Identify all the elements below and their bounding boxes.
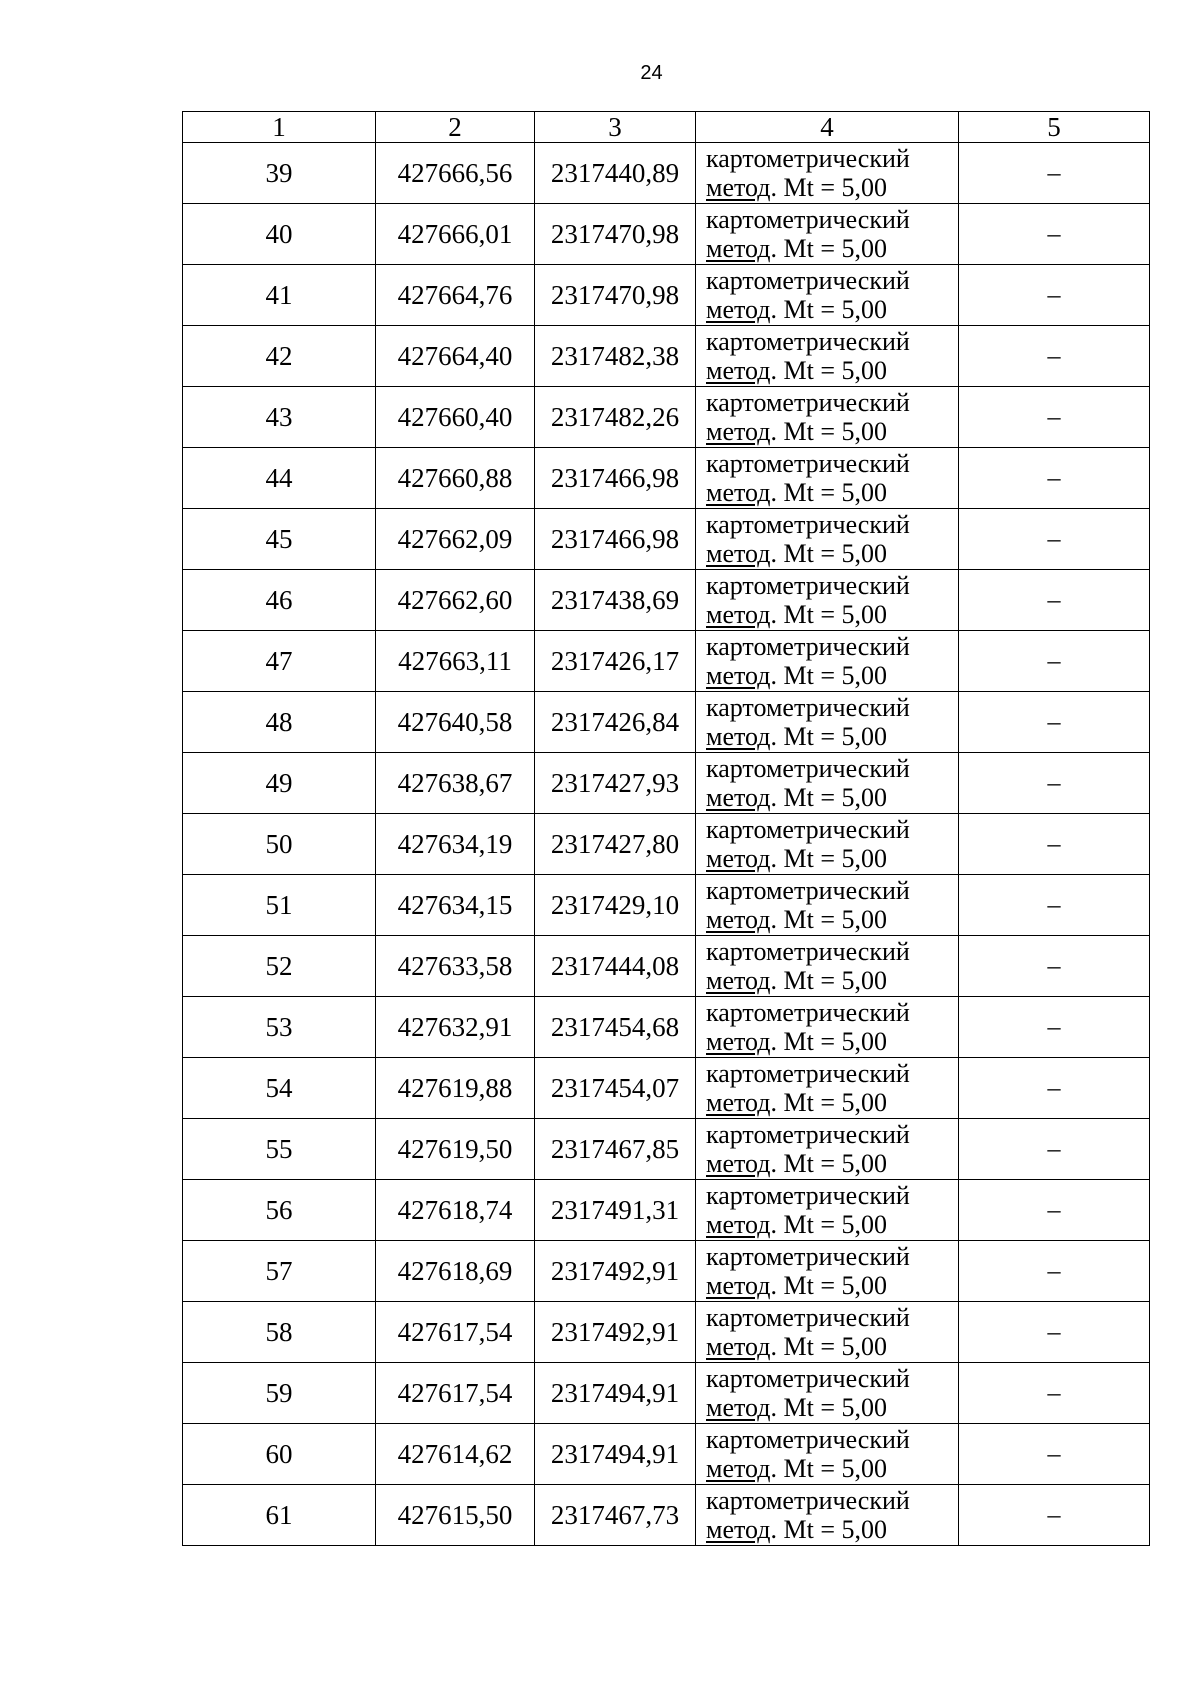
method-label: метод (706, 1393, 771, 1422)
method-name-line: картометрический (706, 1364, 910, 1393)
method-cell (696, 692, 959, 753)
table-row (183, 1058, 1150, 1119)
x-coordinate-cell: 427634,15 (376, 875, 535, 936)
method-accuracy-line (706, 722, 958, 751)
table-header-row (183, 112, 1150, 143)
error-cell: – (959, 1424, 1150, 1485)
accuracy-value: . Mt = 5,00 (770, 1332, 888, 1361)
table-row (183, 1302, 1150, 1363)
error-cell: – (959, 143, 1150, 204)
accuracy-value: . Mt = 5,00 (770, 1271, 888, 1300)
y-coordinate-cell: 2317482,38 (535, 326, 696, 387)
y-coordinate-cell: 2317429,10 (535, 875, 696, 936)
method-label: метод (706, 173, 771, 202)
point-number-cell: 59 (183, 1363, 376, 1424)
method-name-line: картометрический (706, 1059, 910, 1088)
y-coordinate-cell: 2317438,69 (535, 570, 696, 631)
y-coordinate-cell: 2317440,89 (535, 143, 696, 204)
method-name-line: картометрический (706, 1242, 910, 1271)
point-number-cell: 45 (183, 509, 376, 570)
point-number-cell: 58 (183, 1302, 376, 1363)
x-coordinate-cell: 427662,09 (376, 509, 535, 570)
y-coordinate-cell: 2317470,98 (535, 265, 696, 326)
point-number-cell: 46 (183, 570, 376, 631)
y-coordinate-cell: 2317494,91 (535, 1363, 696, 1424)
method-accuracy-line (706, 1393, 958, 1422)
method-label: метод (706, 295, 771, 324)
point-number-cell: 47 (183, 631, 376, 692)
method-accuracy-line (706, 966, 958, 995)
method-accuracy-line (706, 600, 958, 629)
point-number-cell: 39 (183, 143, 376, 204)
error-cell: – (959, 1363, 1150, 1424)
method-accuracy-line (706, 1454, 958, 1483)
column-header-4: 4 (696, 112, 959, 143)
method-cell (696, 265, 959, 326)
method-name-line: картометрический (706, 449, 910, 478)
method-cell (696, 631, 959, 692)
point-number-cell: 52 (183, 936, 376, 997)
method-label: метод (706, 905, 771, 934)
accuracy-value: . Mt = 5,00 (770, 1454, 888, 1483)
y-coordinate-cell: 2317444,08 (535, 936, 696, 997)
error-cell: – (959, 997, 1150, 1058)
method-label: метод (706, 1027, 771, 1056)
y-coordinate-cell: 2317482,26 (535, 387, 696, 448)
table-row (183, 570, 1150, 631)
y-coordinate-cell: 2317426,17 (535, 631, 696, 692)
table-row (183, 875, 1150, 936)
method-label: метод (706, 1332, 771, 1361)
accuracy-value: . Mt = 5,00 (770, 661, 888, 690)
accuracy-value: . Mt = 5,00 (770, 1027, 888, 1056)
table-row (183, 1485, 1150, 1546)
method-name-line: картометрический (706, 754, 910, 783)
accuracy-value: . Mt = 5,00 (770, 600, 888, 629)
y-coordinate-cell: 2317470,98 (535, 204, 696, 265)
accuracy-value: . Mt = 5,00 (770, 1515, 888, 1544)
method-name-line: картометрический (706, 205, 910, 234)
method-label: метод (706, 966, 771, 995)
method-accuracy-line (706, 1088, 958, 1117)
x-coordinate-cell: 427633,58 (376, 936, 535, 997)
x-coordinate-cell: 427666,56 (376, 143, 535, 204)
table-row (183, 753, 1150, 814)
method-cell (696, 814, 959, 875)
x-coordinate-cell: 427638,67 (376, 753, 535, 814)
method-cell (696, 1180, 959, 1241)
method-accuracy-line (706, 1515, 958, 1544)
x-coordinate-cell: 427618,69 (376, 1241, 535, 1302)
method-name-line: картометрический (706, 510, 910, 539)
method-accuracy-line (706, 1271, 958, 1300)
method-cell (696, 875, 959, 936)
table-row (183, 1424, 1150, 1485)
point-number-cell: 43 (183, 387, 376, 448)
error-cell: – (959, 1180, 1150, 1241)
method-cell (696, 1241, 959, 1302)
x-coordinate-cell: 427614,62 (376, 1424, 535, 1485)
method-cell (696, 204, 959, 265)
method-cell (696, 1119, 959, 1180)
method-label: метод (706, 783, 771, 812)
method-name-line: картометрический (706, 571, 910, 600)
point-number-cell: 57 (183, 1241, 376, 1302)
method-name-line: картометрический (706, 327, 910, 356)
error-cell: – (959, 570, 1150, 631)
table-row (183, 936, 1150, 997)
y-coordinate-cell: 2317427,93 (535, 753, 696, 814)
method-name-line: картометрический (706, 1486, 910, 1515)
method-accuracy-line (706, 1210, 958, 1239)
y-coordinate-cell: 2317467,73 (535, 1485, 696, 1546)
y-coordinate-cell: 2317427,80 (535, 814, 696, 875)
method-label: метод (706, 1515, 771, 1544)
method-label: метод (706, 600, 771, 629)
column-header-3: 3 (535, 112, 696, 143)
accuracy-value: . Mt = 5,00 (770, 417, 888, 446)
point-number-cell: 42 (183, 326, 376, 387)
y-coordinate-cell: 2317454,07 (535, 1058, 696, 1119)
error-cell: – (959, 875, 1150, 936)
coordinates-table (182, 111, 1150, 1546)
y-coordinate-cell: 2317426,84 (535, 692, 696, 753)
error-cell: – (959, 1485, 1150, 1546)
column-header-1: 1 (183, 112, 376, 143)
error-cell: – (959, 1058, 1150, 1119)
table-row (183, 448, 1150, 509)
table-row (183, 692, 1150, 753)
error-cell: – (959, 204, 1150, 265)
point-number-cell: 44 (183, 448, 376, 509)
method-accuracy-line (706, 661, 958, 690)
x-coordinate-cell: 427660,40 (376, 387, 535, 448)
method-label: метод (706, 539, 771, 568)
method-label: метод (706, 1088, 771, 1117)
x-coordinate-cell: 427619,88 (376, 1058, 535, 1119)
point-number-cell: 53 (183, 997, 376, 1058)
method-accuracy-line (706, 173, 958, 202)
method-cell (696, 1058, 959, 1119)
point-number-cell: 48 (183, 692, 376, 753)
x-coordinate-cell: 427662,60 (376, 570, 535, 631)
accuracy-value: . Mt = 5,00 (770, 783, 888, 812)
method-name-line: картометрический (706, 632, 910, 661)
method-accuracy-line (706, 234, 958, 263)
method-cell (696, 1424, 959, 1485)
method-accuracy-line (706, 1027, 958, 1056)
column-header-5: 5 (959, 112, 1150, 143)
method-name-line: картометрический (706, 1425, 910, 1454)
method-label: метод (706, 1149, 771, 1178)
method-name-line: картометрический (706, 144, 910, 173)
error-cell: – (959, 1119, 1150, 1180)
method-name-line: картометрический (706, 876, 910, 905)
method-label: метод (706, 417, 771, 446)
x-coordinate-cell: 427619,50 (376, 1119, 535, 1180)
point-number-cell: 60 (183, 1424, 376, 1485)
method-cell (696, 1302, 959, 1363)
method-label: метод (706, 478, 771, 507)
accuracy-value: . Mt = 5,00 (770, 478, 888, 507)
table-row (183, 997, 1150, 1058)
error-cell: – (959, 326, 1150, 387)
method-cell (696, 448, 959, 509)
error-cell: – (959, 631, 1150, 692)
column-header-2: 2 (376, 112, 535, 143)
method-cell (696, 326, 959, 387)
method-label: метод (706, 1271, 771, 1300)
accuracy-value: . Mt = 5,00 (770, 844, 888, 873)
method-accuracy-line (706, 356, 958, 385)
y-coordinate-cell: 2317494,91 (535, 1424, 696, 1485)
x-coordinate-cell: 427664,40 (376, 326, 535, 387)
table-row (183, 1119, 1150, 1180)
method-label: метод (706, 234, 771, 263)
method-label: метод (706, 844, 771, 873)
table-body (183, 143, 1150, 1546)
table-row (183, 1363, 1150, 1424)
method-accuracy-line (706, 783, 958, 812)
method-label: метод (706, 661, 771, 690)
table-row (183, 1241, 1150, 1302)
accuracy-value: . Mt = 5,00 (770, 173, 888, 202)
x-coordinate-cell: 427632,91 (376, 997, 535, 1058)
point-number-cell: 51 (183, 875, 376, 936)
method-label: метод (706, 1454, 771, 1483)
method-accuracy-line (706, 539, 958, 568)
table-row (183, 265, 1150, 326)
accuracy-value: . Mt = 5,00 (770, 234, 888, 263)
table-row (183, 509, 1150, 570)
method-cell (696, 1485, 959, 1546)
x-coordinate-cell: 427640,58 (376, 692, 535, 753)
method-accuracy-line (706, 844, 958, 873)
method-name-line: картометрический (706, 937, 910, 966)
y-coordinate-cell: 2317466,98 (535, 509, 696, 570)
error-cell: – (959, 448, 1150, 509)
method-accuracy-line (706, 417, 958, 446)
error-cell: – (959, 387, 1150, 448)
method-cell (696, 753, 959, 814)
y-coordinate-cell: 2317492,91 (535, 1241, 696, 1302)
method-label: метод (706, 356, 771, 385)
error-cell: – (959, 936, 1150, 997)
method-accuracy-line (706, 478, 958, 507)
error-cell: – (959, 753, 1150, 814)
point-number-cell: 40 (183, 204, 376, 265)
method-name-line: картометрический (706, 1303, 910, 1332)
y-coordinate-cell: 2317467,85 (535, 1119, 696, 1180)
method-label: метод (706, 1210, 771, 1239)
method-cell (696, 936, 959, 997)
accuracy-value: . Mt = 5,00 (770, 295, 888, 324)
y-coordinate-cell: 2317454,68 (535, 997, 696, 1058)
method-name-line: картометрический (706, 815, 910, 844)
x-coordinate-cell: 427634,19 (376, 814, 535, 875)
error-cell: – (959, 814, 1150, 875)
accuracy-value: . Mt = 5,00 (770, 1393, 888, 1422)
point-number-cell: 49 (183, 753, 376, 814)
point-number-cell: 54 (183, 1058, 376, 1119)
accuracy-value: . Mt = 5,00 (770, 1088, 888, 1117)
x-coordinate-cell: 427617,54 (376, 1363, 535, 1424)
method-cell (696, 997, 959, 1058)
method-cell (696, 1363, 959, 1424)
table-row (183, 326, 1150, 387)
table-row (183, 204, 1150, 265)
accuracy-value: . Mt = 5,00 (770, 356, 888, 385)
method-name-line: картометрический (706, 388, 910, 417)
method-name-line: картометрический (706, 693, 910, 722)
y-coordinate-cell: 2317491,31 (535, 1180, 696, 1241)
method-name-line: картометрический (706, 998, 910, 1027)
method-name-line: картометрический (706, 1181, 910, 1210)
accuracy-value: . Mt = 5,00 (770, 905, 888, 934)
x-coordinate-cell: 427664,76 (376, 265, 535, 326)
method-name-line: картометрический (706, 1120, 910, 1149)
method-cell (696, 570, 959, 631)
method-accuracy-line (706, 1332, 958, 1361)
table-row (183, 143, 1150, 204)
point-number-cell: 50 (183, 814, 376, 875)
point-number-cell: 41 (183, 265, 376, 326)
x-coordinate-cell: 427663,11 (376, 631, 535, 692)
method-label: метод (706, 722, 771, 751)
accuracy-value: . Mt = 5,00 (770, 539, 888, 568)
table-row (183, 814, 1150, 875)
y-coordinate-cell: 2317492,91 (535, 1302, 696, 1363)
error-cell: – (959, 509, 1150, 570)
method-cell (696, 143, 959, 204)
method-cell (696, 387, 959, 448)
point-number-cell: 56 (183, 1180, 376, 1241)
accuracy-value: . Mt = 5,00 (770, 722, 888, 751)
page-number: 24 (640, 62, 663, 84)
point-number-cell: 61 (183, 1485, 376, 1546)
accuracy-value: . Mt = 5,00 (770, 966, 888, 995)
method-name-line: картометрический (706, 266, 910, 295)
table-row (183, 631, 1150, 692)
accuracy-value: . Mt = 5,00 (770, 1210, 888, 1239)
error-cell: – (959, 692, 1150, 753)
table-row (183, 387, 1150, 448)
x-coordinate-cell: 427666,01 (376, 204, 535, 265)
error-cell: – (959, 265, 1150, 326)
table-row (183, 1180, 1150, 1241)
method-cell (696, 509, 959, 570)
point-number-cell: 55 (183, 1119, 376, 1180)
x-coordinate-cell: 427618,74 (376, 1180, 535, 1241)
y-coordinate-cell: 2317466,98 (535, 448, 696, 509)
error-cell: – (959, 1302, 1150, 1363)
x-coordinate-cell: 427617,54 (376, 1302, 535, 1363)
error-cell: – (959, 1241, 1150, 1302)
method-accuracy-line (706, 905, 958, 934)
method-accuracy-line (706, 295, 958, 324)
accuracy-value: . Mt = 5,00 (770, 1149, 888, 1178)
x-coordinate-cell: 427660,88 (376, 448, 535, 509)
x-coordinate-cell: 427615,50 (376, 1485, 535, 1546)
method-accuracy-line (706, 1149, 958, 1178)
